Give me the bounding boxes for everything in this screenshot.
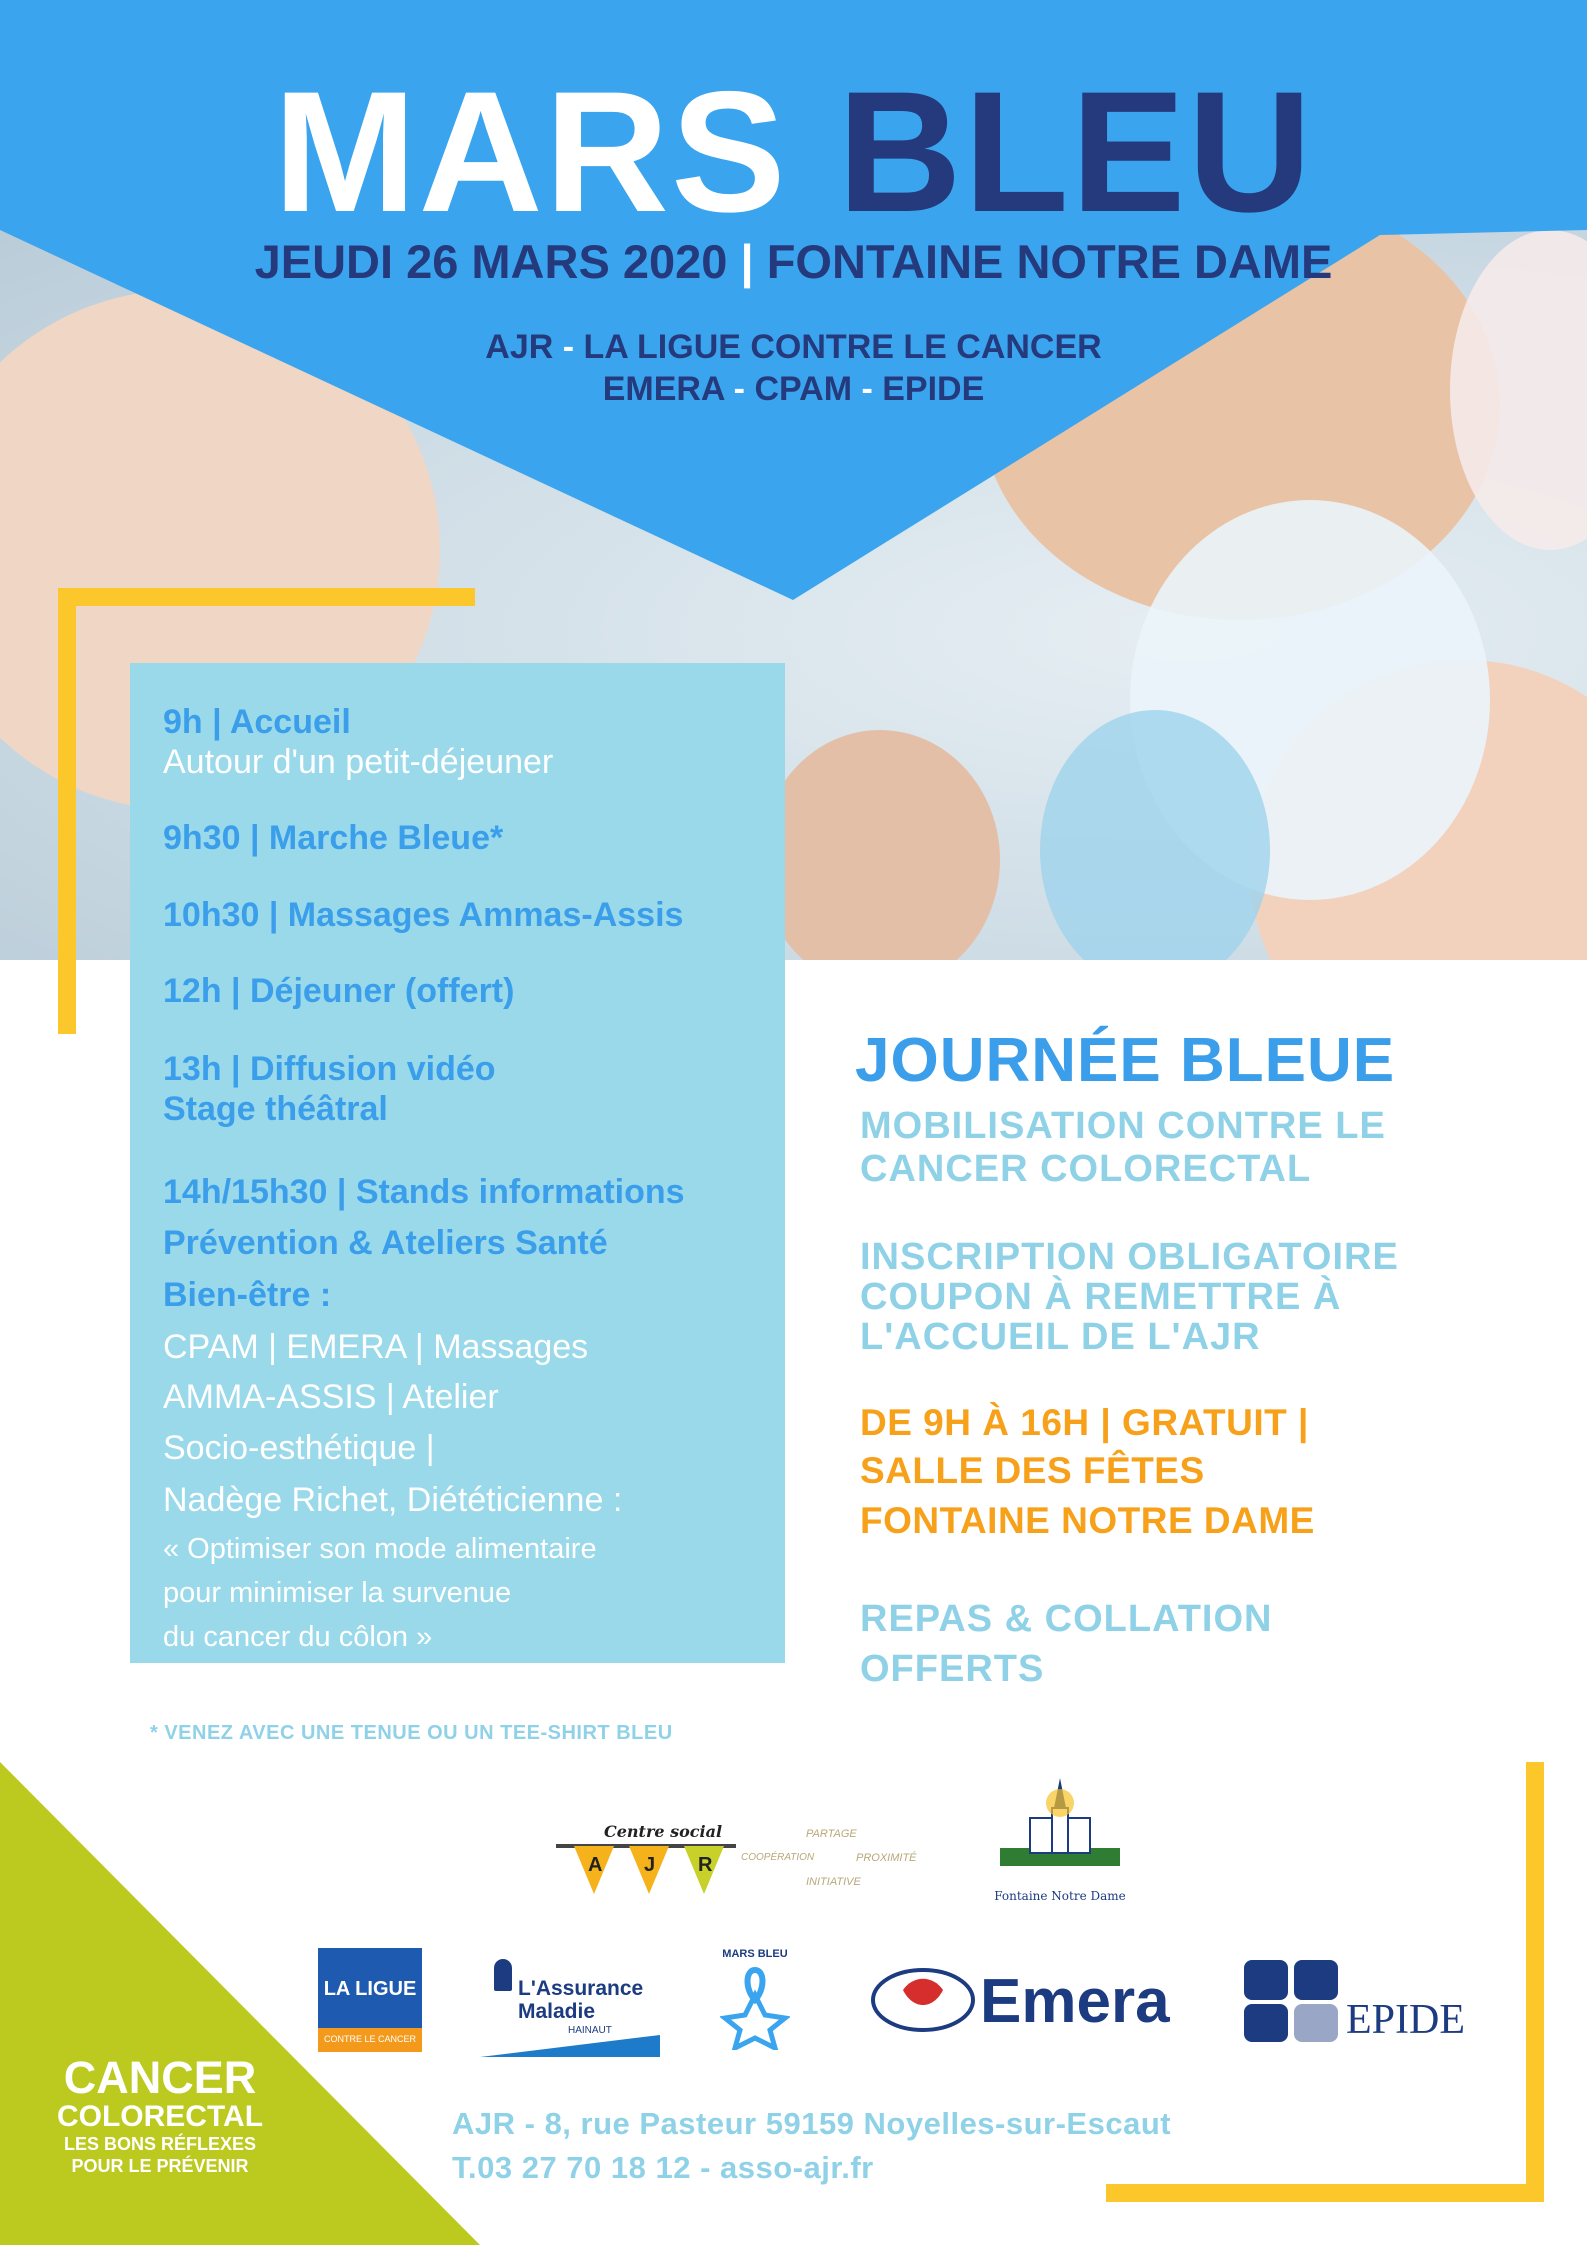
schedule-bienetre: Bien-être : xyxy=(163,1276,332,1314)
ajr-logo xyxy=(556,1822,916,1898)
assurance-maladie-logo xyxy=(480,1955,660,2055)
journee-bleue-title: JOURNÉE BLEUE xyxy=(855,1026,1396,1095)
schedule-stage: Stage théâtral xyxy=(163,1090,388,1128)
assurance-line1: L'Assurance xyxy=(518,1977,644,2000)
contact-line: T.03 27 70 18 12 - asso-ajr.fr xyxy=(452,2150,874,2185)
assurance-swoosh xyxy=(480,2035,660,2057)
mobilisation-line: CANCER COLORECTAL xyxy=(860,1148,1312,1190)
cancer-label-line: POUR LE PRÉVENIR xyxy=(71,2156,249,2176)
schedule-prevention: Prévention & Ateliers Santé xyxy=(163,1224,608,1262)
mars-bleu-logo-text: MARS BLEU xyxy=(722,1948,788,1960)
ajr-letter: A xyxy=(588,1854,603,1876)
assurance-line2: Maladie xyxy=(518,2000,596,2023)
schedule-diffusion: 13h | Diffusion vidéo xyxy=(163,1050,496,1088)
date-place-line xyxy=(0,234,1587,289)
event-place: FONTAINE NOTRE DAME xyxy=(766,235,1333,288)
cancer-label-line: CANCER xyxy=(63,2052,257,2103)
mars-bleu-logo xyxy=(720,1948,790,2058)
ajr-word: INITIATIVE xyxy=(806,1876,861,1888)
title-word-mars: MARS xyxy=(273,56,788,248)
stands-line: AMMA-ASSIS | Atelier xyxy=(163,1378,499,1416)
epide-logo xyxy=(1242,1958,1465,2048)
ajr-logo-title: Centre social xyxy=(604,1822,723,1841)
partner-separator: - xyxy=(553,328,584,366)
assurance-line3: HAINAUT xyxy=(568,2025,612,2036)
page-title xyxy=(0,56,1587,248)
star-ribbon-icon xyxy=(720,1960,790,2050)
stands-line: Nadège Richet, Diététicienne : xyxy=(163,1481,623,1519)
inscription-line: COUPON À REMETTRE À xyxy=(860,1276,1342,1318)
partner-separator: - xyxy=(724,370,755,408)
schedule-stands: 14h/15h30 | Stands informations xyxy=(163,1173,685,1211)
event-date: JEUDI 26 MARS 2020 xyxy=(254,235,728,288)
stands-line: CPAM | EMERA | Massages xyxy=(163,1328,589,1366)
hours-line: SALLE DES FÊTES xyxy=(860,1450,1205,1491)
yellow-frame-bottom xyxy=(1106,2184,1544,2202)
title-word-bleu: BLEU xyxy=(837,56,1314,248)
yellow-frame-right xyxy=(1526,1762,1544,2202)
date-separator: | xyxy=(740,235,754,288)
church-icon xyxy=(990,1778,1130,1878)
hours-line: FONTAINE NOTRE DAME xyxy=(860,1500,1315,1541)
quote-line: pour minimiser la survenue xyxy=(163,1577,512,1609)
partner-name: EMERA xyxy=(602,370,725,408)
partners-line-2 xyxy=(0,370,1587,409)
schedule-accueil: 9h | Accueil xyxy=(163,703,351,741)
partner-name: CPAM xyxy=(754,370,853,408)
schedule-dejeuner: 12h | Déjeuner (offert) xyxy=(163,972,515,1010)
schedule-massages: 10h30 | Massages Ammas-Assis xyxy=(163,896,684,934)
quote-line: « Optimiser son mode alimentaire xyxy=(163,1533,597,1565)
ajr-word: PARTAGE xyxy=(806,1828,857,1840)
partner-name: AJR xyxy=(485,328,554,366)
footnote: * VENEZ AVEC UNE TENUE OU UN TEE-SHIRT BLEU xyxy=(150,1722,673,1744)
emera-emblem-icon xyxy=(868,1960,978,2040)
fontaine-caption: Fontaine Notre Dame xyxy=(994,1889,1126,1903)
schedule-marche: 9h30 | Marche Bleue* xyxy=(163,819,504,857)
partner-name: LA LIGUE CONTRE LE CANCER xyxy=(583,328,1102,366)
emera-text: Emera xyxy=(980,1967,1170,2036)
cancer-colorectal-label xyxy=(20,2052,300,2177)
schedule-panel xyxy=(130,663,785,1663)
fontaine-notre-dame-logo xyxy=(990,1778,1130,1906)
ajr-letter: J xyxy=(644,1854,656,1876)
la-ligue-text: LA LIGUE xyxy=(323,1978,417,2000)
hours-line: DE 9H À 16H | GRATUIT | xyxy=(860,1402,1309,1443)
repas-line: OFFERTS xyxy=(860,1648,1045,1690)
cancer-label-line: LES BONS RÉFLEXES xyxy=(63,2134,257,2154)
inscription-line: INSCRIPTION OBLIGATOIRE xyxy=(860,1236,1399,1278)
person-icon xyxy=(494,1959,512,1991)
yellow-frame-top xyxy=(58,588,475,606)
emera-logo xyxy=(868,1960,1178,2040)
cancer-label-line: COLORECTAL xyxy=(56,2100,264,2133)
epide-text: EPIDE xyxy=(1346,1997,1465,2043)
ajr-letter: R xyxy=(698,1854,713,1876)
mobilisation-line: MOBILISATION CONTRE LE xyxy=(860,1105,1386,1147)
ajr-word: COOPÉRATION xyxy=(741,1852,815,1863)
partner-separator: - xyxy=(852,370,883,408)
la-ligue-logo xyxy=(318,1948,422,2052)
inscription-line: L'ACCUEIL DE L'AJR xyxy=(860,1316,1261,1358)
ajr-word: PROXIMITÉ xyxy=(856,1852,917,1864)
yellow-frame-left xyxy=(58,588,76,1034)
repas-line: REPAS & COLLATION xyxy=(860,1598,1273,1640)
epide-emblem-icon xyxy=(1242,1958,1342,2044)
schedule-accueil-detail: Autour d'un petit-déjeuner xyxy=(163,743,554,781)
partner-name: EPIDE xyxy=(882,370,985,408)
la-ligue-subtext: CONTRE LE CANCER xyxy=(323,2034,416,2044)
quote-line: du cancer du côlon » xyxy=(163,1621,433,1653)
partners-line-1 xyxy=(0,328,1587,367)
stands-line: Socio-esthétique | xyxy=(163,1429,435,1467)
address-line: AJR - 8, rue Pasteur 59159 Noyelles-sur-Escaut xyxy=(452,2106,1172,2141)
